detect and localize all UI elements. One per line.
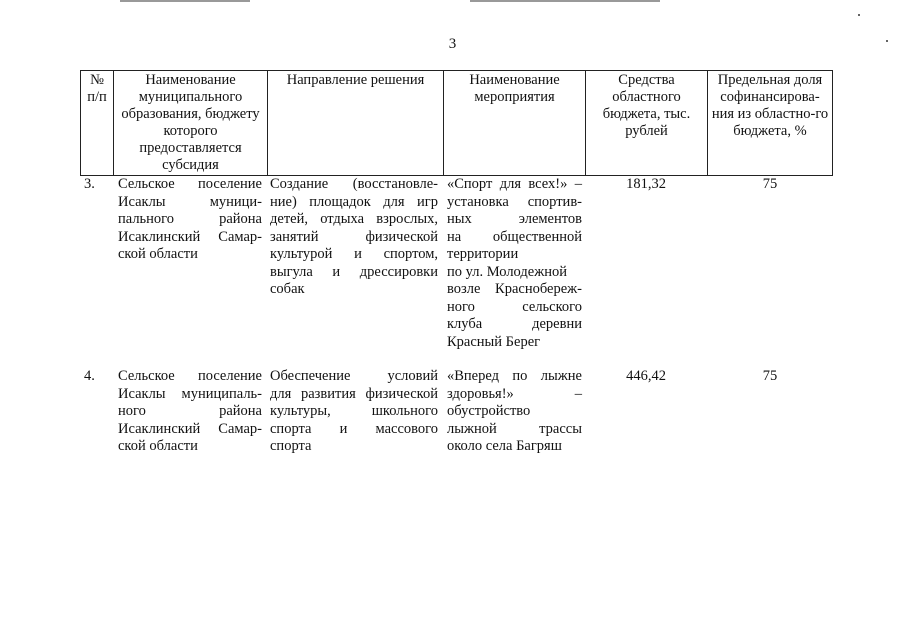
text-line: лыжной трассы xyxy=(447,420,582,437)
text-line: обустройство xyxy=(447,403,531,419)
event-cell xyxy=(447,368,582,456)
event-cell xyxy=(447,176,582,351)
text-line: для развития физической xyxy=(270,385,438,402)
scan-edge-artifact xyxy=(470,0,660,2)
text-line: Исаклинский Самар- xyxy=(118,420,262,437)
text-line: ской области xyxy=(118,246,198,262)
header-table xyxy=(80,70,833,176)
text-line: «Спорт для всех!» – xyxy=(447,176,582,192)
text-line: здоровья!» – xyxy=(447,385,582,402)
share-value: 75 xyxy=(762,176,778,192)
scan-edge-artifact xyxy=(120,0,250,2)
text-line: занятий физической xyxy=(270,228,438,245)
text-line: детей, отдыха взрослых, xyxy=(270,211,438,227)
text-line: Красный Берег xyxy=(447,333,541,350)
text-line: Создание (восстановле- xyxy=(270,176,438,192)
text-line: спорта и массового xyxy=(270,420,438,437)
row-number: 3. xyxy=(84,176,95,192)
header-share: Предельная доля софинансирова-ния из областно-го бюджета, % xyxy=(708,71,833,176)
text-line: возле Краснобереж- xyxy=(447,281,582,297)
text-line: Исаклинский Самар- xyxy=(118,228,262,245)
text-line: ного сельского xyxy=(447,298,582,315)
header-direction: Направление решения xyxy=(268,71,444,176)
header-funds: Средства областного бюджета, тыс. рублей xyxy=(586,71,708,176)
text-line: на общественной xyxy=(447,228,582,245)
text-line: пального района xyxy=(118,211,262,227)
direction-cell xyxy=(270,176,438,299)
text-line: установка спортив- xyxy=(447,193,582,210)
text-line: Сельское поселение xyxy=(118,176,262,192)
text-line: Исаклы муници- xyxy=(118,193,262,210)
header-municipality: Наименование муниципального образования, бюджету которого предоставляется субсидия xyxy=(114,71,268,176)
direction-cell xyxy=(270,368,438,456)
text-line: выгула и дрессировки xyxy=(270,263,438,280)
text-line: культурой и спортом, xyxy=(270,246,438,262)
text-line: ного района xyxy=(118,403,262,419)
funds-value: 446,42 xyxy=(626,368,666,384)
text-line: клуба деревни xyxy=(447,316,582,332)
share-value: 75 xyxy=(762,368,778,384)
text-line: «Вперед по лыжне xyxy=(447,368,582,384)
header-event: Наименование мероприятия xyxy=(444,71,586,176)
text-line: ных элементов xyxy=(447,211,582,227)
page-number: 3 xyxy=(448,36,457,52)
text-line: по ул. Молодежной xyxy=(447,263,567,280)
text-line: ние) площадок для игр xyxy=(270,193,438,210)
text-line: собак xyxy=(270,281,305,297)
text-line: около села Багряш xyxy=(447,438,562,454)
funds-value: 181,32 xyxy=(626,176,666,192)
text-line: ской области xyxy=(118,438,198,454)
text-line: спорта xyxy=(270,438,312,454)
row-number: 4. xyxy=(84,368,95,384)
municipality-cell xyxy=(118,176,262,264)
text-line: Обеспечение условий xyxy=(270,368,438,384)
text-line: Исаклы муниципаль- xyxy=(118,385,262,402)
municipality-cell xyxy=(118,368,262,456)
text-line: территории xyxy=(447,246,519,262)
scan-speck xyxy=(858,14,860,16)
text-line: Сельское поселение xyxy=(118,368,262,384)
header-num: № п/п xyxy=(81,71,114,176)
text-line: культуры, школьного xyxy=(270,403,438,419)
